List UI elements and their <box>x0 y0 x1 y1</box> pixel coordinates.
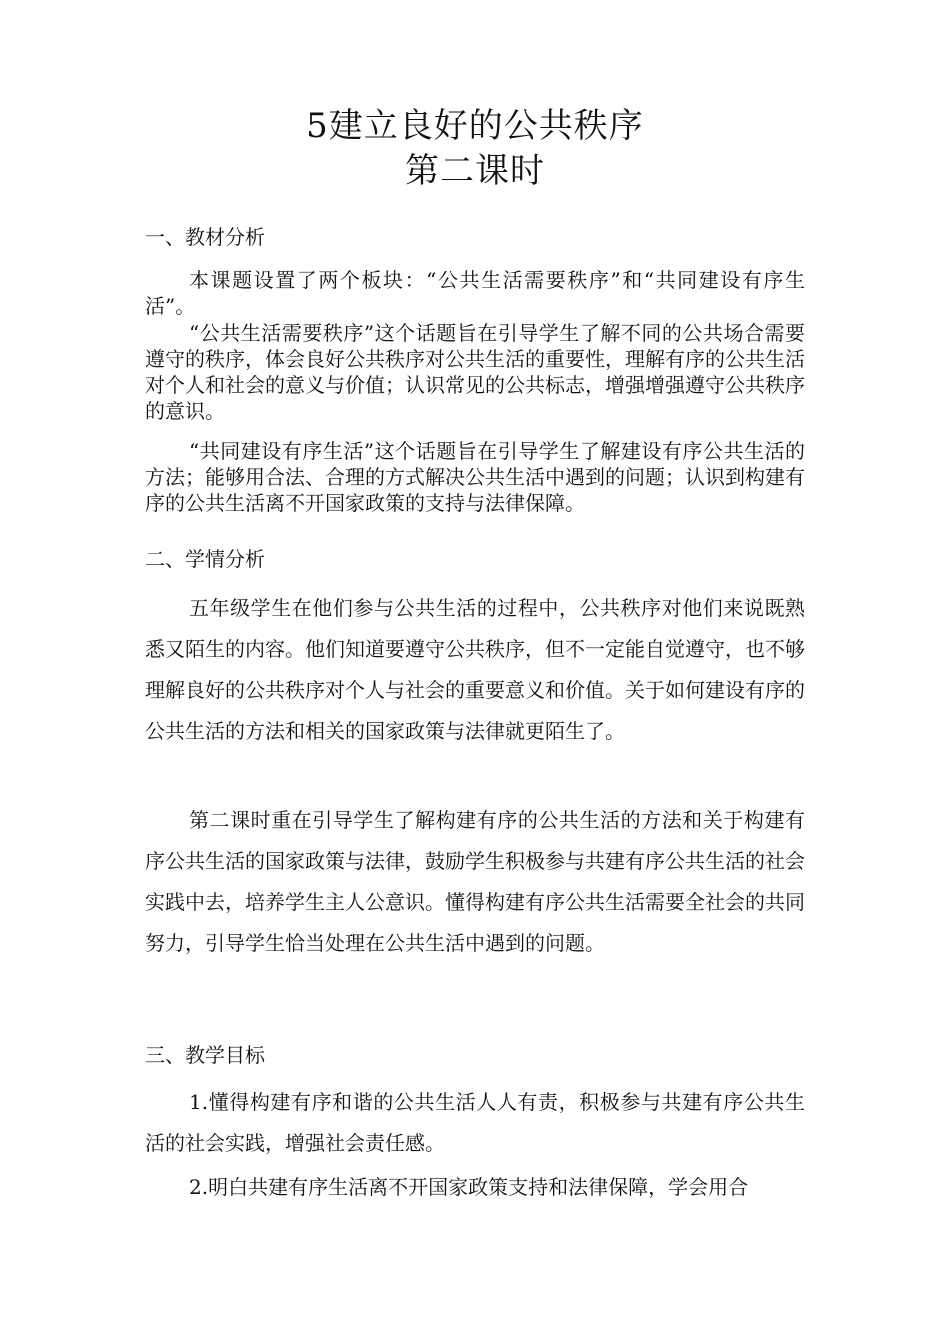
paragraph: “共同建设有序生活”这个话题旨在引导学生了解建设有序公共生活的方法；能够用合法、合理的方式解决公共生活中遇到的问题；认识到构建有序的公共生活离不开国家政策的支持与法律保障。 <box>145 439 805 515</box>
section-heading-textbook-analysis: 一、教材分析 <box>145 225 265 249</box>
paragraph: “公共生活需要秩序”这个话题旨在引导学生了解不同的公共场合需要遵守的秩序，体会良好公共秩序对公共生活的重要性，理解有序的公共生活对个人和社会的意义与价值；认识常见的公共标志，增强增强遵守公共秩序的意识。 <box>145 321 805 423</box>
goal-item: 1.懂得构建有序和谐的公共生活人人有责，积极参与共建有序公共生活的社会实践，增强社会责任感。 <box>145 1090 805 1155</box>
goal-item: 2.明白共建有序生活离不开国家政策支持和法律保障，学会用合 <box>189 1175 749 1199</box>
section-heading-teaching-goals: 三、教学目标 <box>145 1043 265 1067</box>
paragraph: 五年级学生在他们参与公共生活的过程中，公共秩序对他们来说既熟悉又陌生的内容。他们知道要遵守公共秩序，但不一定能自觉遵守，也不够理解良好的公共秩序对个人与社会的重要意义和价值。关于如何建设有序的公共生活的方法和相关的国家政策与法律就更陌生了。 <box>145 596 805 743</box>
section-heading-student-analysis: 二、学情分析 <box>145 547 265 571</box>
paragraph: 第二课时重在引导学生了解构建有序的公共生活的方法和关于构建有序公共生活的国家政策与法律，鼓励学生积极参与共建有序公共生活的社会实践中去，培养学生主人公意识。懂得构建有序公共生活需要全社会的共同努力，引导学生恰当处理在公共生活中遇到的问题。 <box>145 808 805 955</box>
document-subtitle: 第二课时 <box>405 151 545 191</box>
document-title: 5建立良好的公共秩序 <box>306 106 644 146</box>
paragraph: 本课题设置了两个板块：“公共生活需要秩序”和“共同建设有序生活”。 <box>145 268 805 318</box>
